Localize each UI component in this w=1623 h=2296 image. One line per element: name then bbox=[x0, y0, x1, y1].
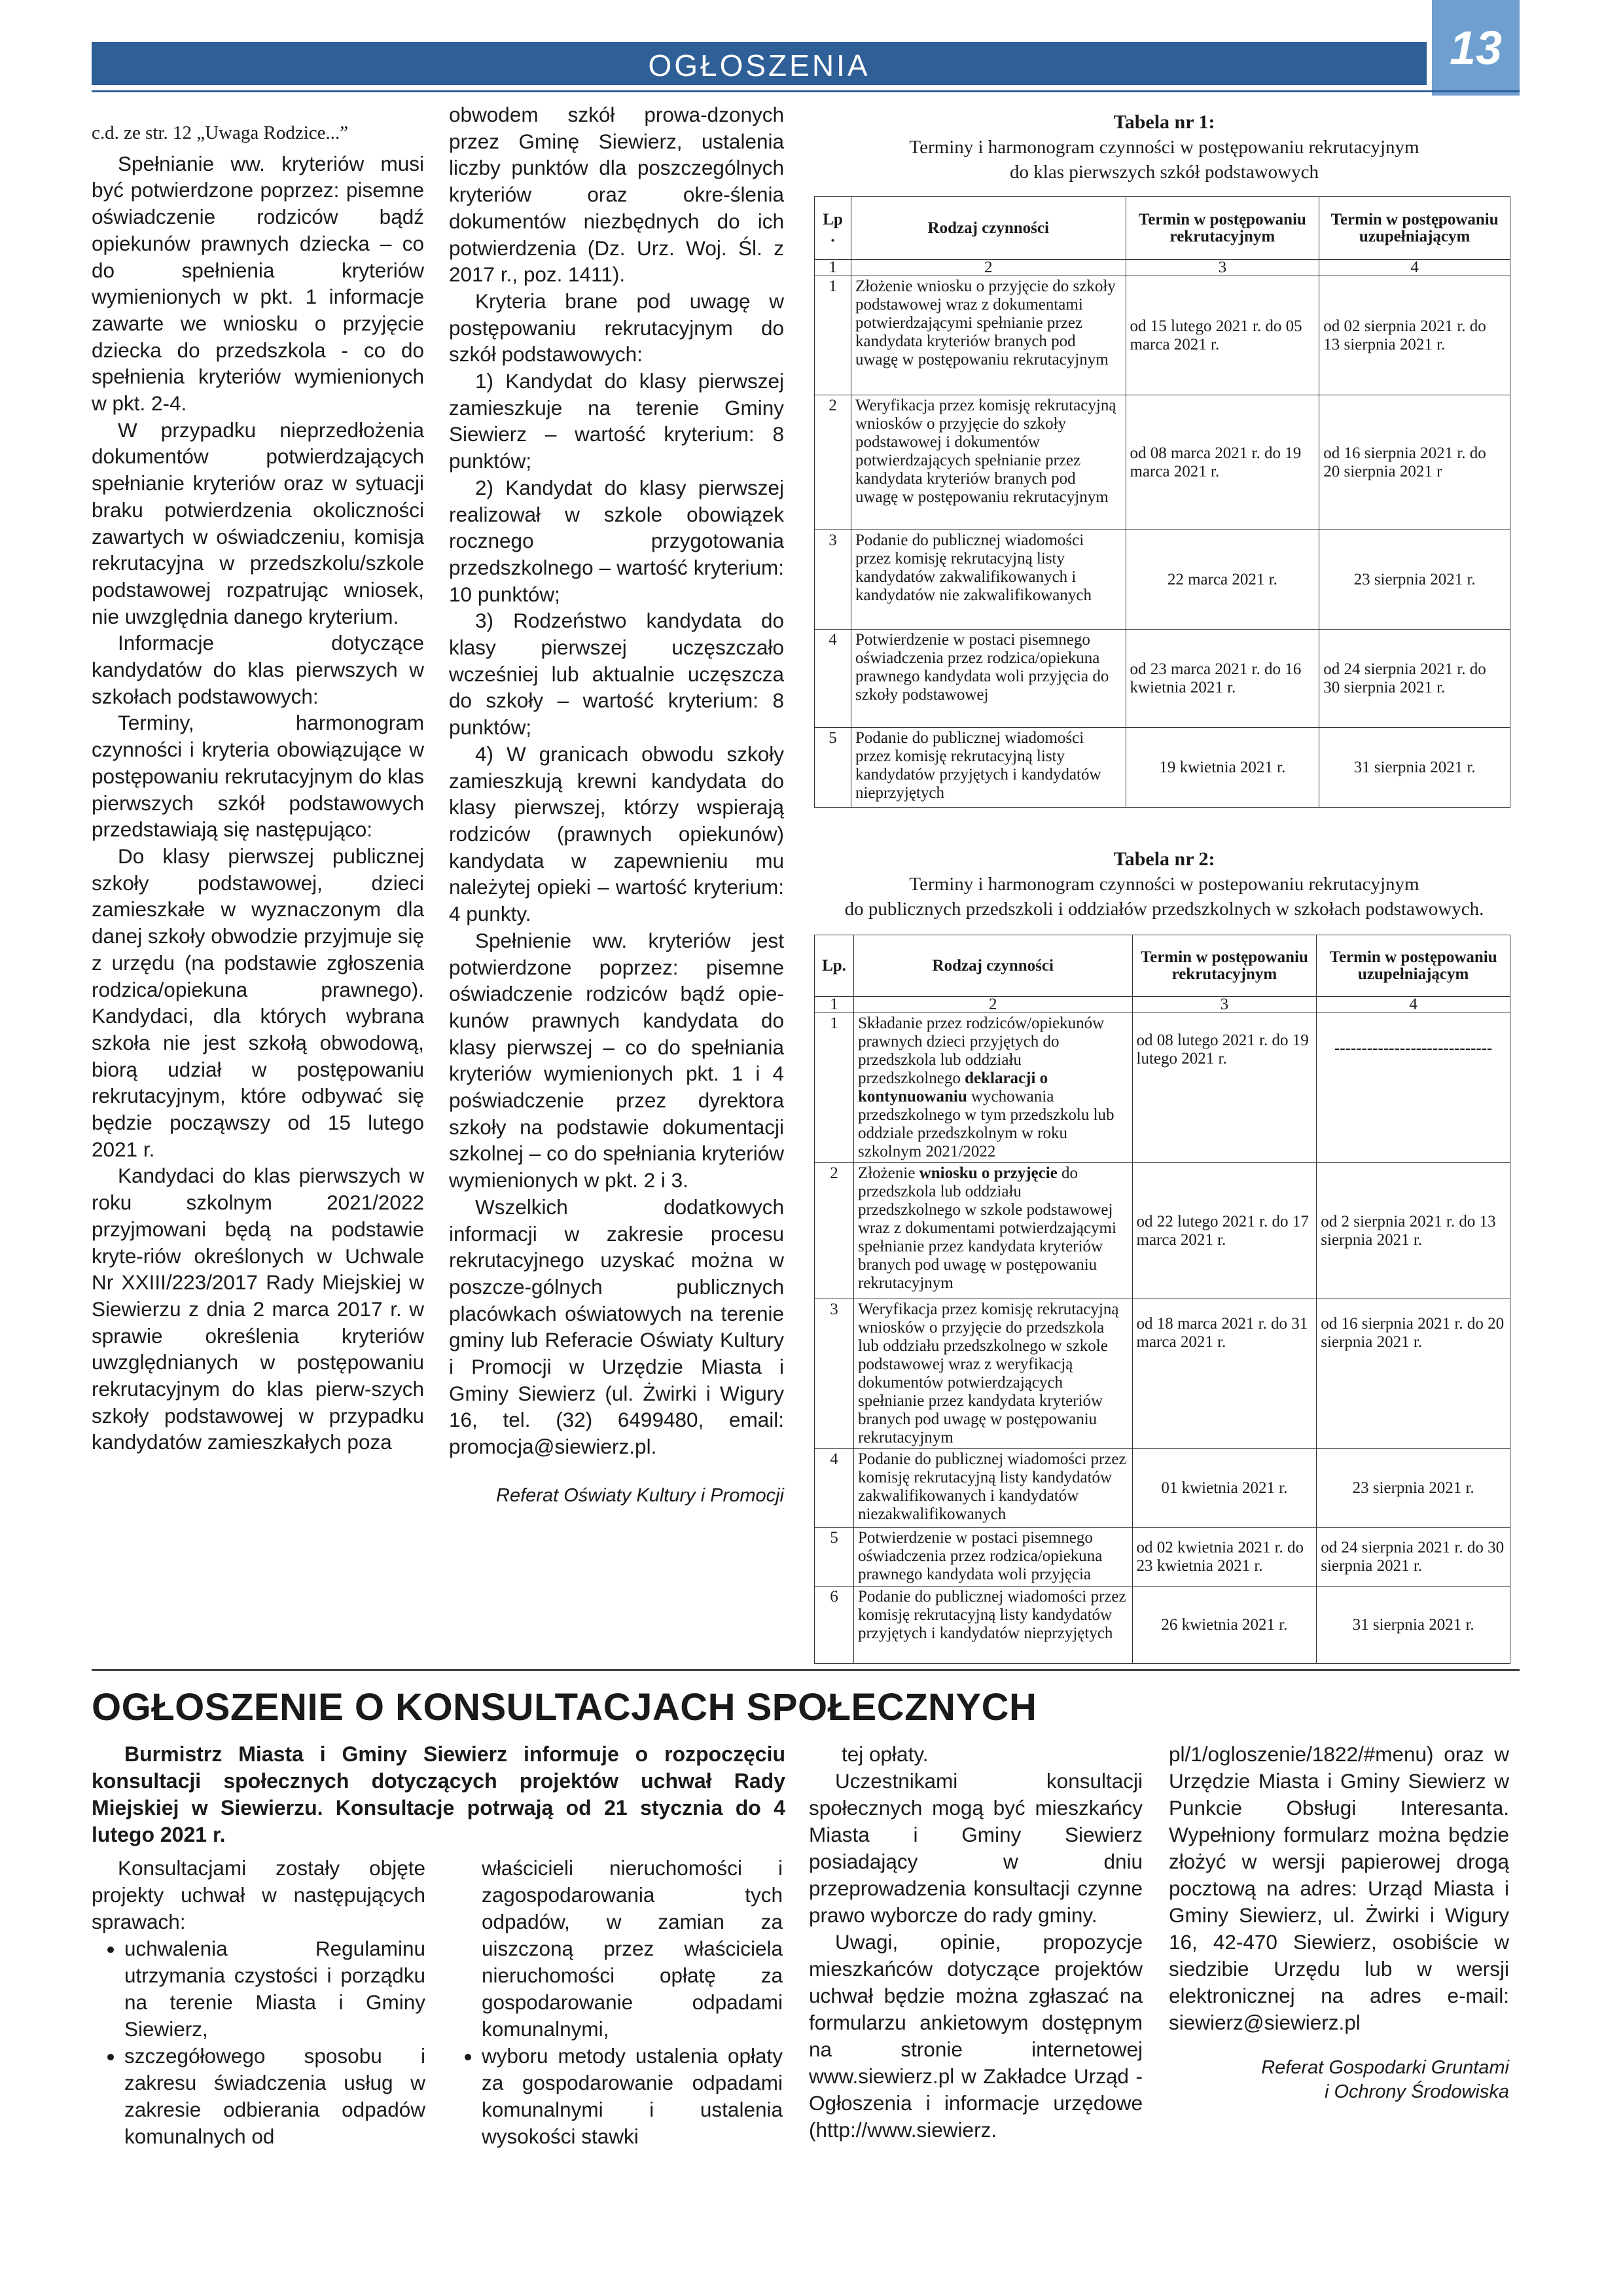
table1 bbox=[814, 196, 1510, 808]
table1-lp: 4 bbox=[815, 630, 851, 728]
article-column-1 bbox=[92, 120, 424, 1456]
table2 bbox=[814, 935, 1510, 1664]
table2-lp: 1 bbox=[815, 1013, 854, 1163]
table2-term1: od 22 lutego 2021 r. do 17 marca 2021 r. bbox=[1132, 1163, 1317, 1299]
paragraph: tej opłaty. bbox=[842, 1742, 929, 1766]
consultation-column-4 bbox=[1169, 1741, 1509, 2104]
table1-caption-line2: do klas pierwszych szkół podstawowych bbox=[1010, 162, 1319, 183]
consultation-title: OGŁOSZENIE O KONSULTACJACH SPOŁECZNYCH bbox=[92, 1686, 1037, 1729]
table1-lp: 2 bbox=[815, 395, 851, 530]
table1-activity: Podanie do publicznej wiadomości przez komisję rekrutacyjną listy kandydatów zakwalifikowanych i kandydatów nie zakwalifikowanych bbox=[851, 530, 1126, 630]
table1-activity: Złożenie wniosku o przyjęcie do szkoły podstawowej wraz z dokumentami potwierdzającymi spełnianie przez kandydata kryteriów branych pod uwagę w postępowaniu rekrutacyjnym bbox=[851, 276, 1126, 395]
table1-colnum: 4 bbox=[1319, 260, 1510, 276]
table-row bbox=[815, 1528, 1510, 1587]
table2-header-activity: Rodzaj czynności bbox=[853, 935, 1132, 997]
table2-lp: 3 bbox=[815, 1299, 854, 1449]
page-number: 13 bbox=[1449, 22, 1503, 75]
bullet-list bbox=[92, 1935, 425, 2150]
table2-colnum: 3 bbox=[1132, 997, 1317, 1013]
table2-colnum: 2 bbox=[853, 997, 1132, 1013]
table2-activity bbox=[853, 1163, 1132, 1299]
table-row bbox=[815, 530, 1510, 630]
table1-term1: od 23 marca 2021 r. do 16 kwietnia 2021 r. bbox=[1126, 630, 1319, 728]
signature-line: Referat Gospodarki Gruntami bbox=[1261, 2057, 1509, 2078]
table2-lp: 6 bbox=[815, 1587, 854, 1664]
table1-header-term1: Termin w postępowaniu rekrutacyjnym bbox=[1126, 197, 1319, 260]
table1-activity: Podanie do publicznej wiadomości przez komisję rekrutacyjną listy kandydatów przyjętych i kandydatów nieprzyjętych bbox=[851, 728, 1126, 808]
table1-lp: 5 bbox=[815, 728, 851, 808]
paragraph: 1) Kandydat do klasy pierwszej zamieszkuje na terenie Gminy Siewierz – wartość kryterium: 8 punktów; bbox=[449, 369, 784, 473]
activity-text: do przedszkola lub oddziału przedszkolnego w szkole podstawowej wraz z dokumentami potwierdzającymi spełnianie przez kandydata kryteriów branych pod uwagę w postępowaniu rekrutacyjnym bbox=[857, 1164, 1116, 1292]
section-title: OGŁOSZENIA bbox=[648, 48, 870, 82]
table1-caption bbox=[809, 110, 1520, 185]
table1-term1: od 08 marca 2021 r. do 19 marca 2021 r. bbox=[1126, 395, 1319, 530]
table2-header-term2: Termin w postępowaniu uzupełniającym bbox=[1317, 935, 1510, 997]
table2-activity bbox=[853, 1449, 1132, 1528]
paragraph: obwodem szkół prowa-dzonych przez Gminę Siewierz, ustalenia liczby punktów dla poszczególnych kryteriów oraz okre-ślenia dokumentów niezbędnych do ich potwierdzenia (Dz. Urz. Woj. Śl. z 2017 r., poz. 1411). bbox=[449, 103, 784, 287]
paragraph: 4) W granicach obwodu szkoły zamieszkują krewni kandydata do klasy pierwszej, którzy wspierają rodziców (prawnych opiekunów) kandydata w zapewnieniu mu należytej opieki – wartość kryterium: 4 punkty. bbox=[449, 742, 784, 926]
table1-term2: 31 sierpnia 2021 r. bbox=[1319, 728, 1510, 808]
article-signature: Referat Oświaty Kultury i Promocji bbox=[496, 1484, 784, 1506]
table1-term1: 22 marca 2021 r. bbox=[1126, 530, 1319, 630]
table1-caption-line1: Terminy i harmonogram czynności w postępowaniu rekrutacyjnym bbox=[909, 137, 1419, 158]
paragraph: Konsultacjami zostały objęte projekty uchwał w następujących sprawach: bbox=[92, 1856, 425, 1933]
activity-text: Złożenie bbox=[857, 1164, 919, 1182]
paragraph: Wszelkich dodatkowych informacji w zakresie procesu rekrutacyjnego uzyskać można w poszcze-gólnych publicznych placówkach oświatowych na terenie gminy lub Referacie Oświaty Kultury i Promocji w Urzędzie Miasta i Gminy Siewierz (ul. Żwirki i Wigury 16, tel. (32) 6499480, email: promocja@siewierz.pl. bbox=[449, 1194, 784, 1459]
table2-term2: od 16 sierpnia 2021 r. do 20 sierpnia 2021 r. bbox=[1317, 1299, 1510, 1449]
paragraph: Spełnianie ww. kryteriów musi być potwierdzone poprzez: pisemne oświadczenie rodziców bądź opiekunów prawnych dziecka – co do spełnienia kryteriów wymienionych w pkt. 1 informacje zawarte we wniosku o przyjęcie dziecka do przedszkola - co do spełnienia kryteriów wymienionych w pkt. 2-4. bbox=[92, 151, 424, 416]
activity-text: wychowania przedszkolnego w tym przedszkolu lub oddziale przedszkolnym w roku szkolnym 2021/2022 bbox=[857, 1088, 1115, 1160]
paragraph: W przypadku nieprzedłożenia dokumentów potwierdzających spełnianie kryteriów oraz w sytuacji braku potwierdzenia okoliczności zawartych w oświadczeniu, komisja rekrutacyjna w przedszkolu/szkole podstawowej rozpatrując wniosek, nie uwzględnia danego kryterium. bbox=[92, 418, 424, 628]
consultation-lead bbox=[92, 1741, 785, 1848]
header-rule bbox=[92, 90, 1520, 92]
table2-term1: od 08 lutego 2021 r. do 19 lutego 2021 r. bbox=[1132, 1013, 1317, 1163]
paragraph: Spełnienie ww. kryteriów jest potwierdzone poprzez: pisemne oświadczenie rodziców bądź opie-kunów prawnych kandydata do klasy pierwszej – co do spełniania kryteriów wymienionych pkt. 1 i 4 poświadczenie przez dyrektora szkoły na podstawie dokumentacji szkolnej – co do spełniania kryteriów wymienionych w pkt. 2 i 3. bbox=[449, 928, 784, 1193]
table2-term1: od 02 kwietnia 2021 r. do 23 kwietnia 2021 r. bbox=[1132, 1528, 1317, 1587]
table2-caption-line2: do publicznych przedszkoli i oddziałów przedszkolnych w szkołach podstawowych. bbox=[844, 899, 1484, 920]
table-row bbox=[815, 728, 1510, 808]
continued-note: c.d. ze str. 12 „Uwaga Rodzice...” bbox=[92, 122, 349, 143]
table2-header-term1: Termin w postępowaniu rekrutacyjnym bbox=[1132, 935, 1317, 997]
paragraph: Terminy, harmonogram czynności i kryteria obowiązujące w postępowaniu rekrutacyjnym do klas pierwszych szkół podstawowych przedstawiają się następująco: bbox=[92, 711, 424, 842]
table2-activity bbox=[853, 1528, 1132, 1587]
activity-text: Podanie do publicznej wiadomości przez komisję rekrutacyjną listy kandydatów zakwalifikowanych i kandydatów niezakwalifikowanych bbox=[857, 1450, 1126, 1523]
article-column-2 bbox=[449, 101, 784, 1509]
lead-paragraph: Burmistrz Miasta i Gminy Siewierz informuje o rozpoczęciu konsultacji społecznych dotyczących projektów uchwał Rady Miejskiej w Siewierzu. Konsultacje potrwają od 21 stycznia do 4 lutego 2021 r. bbox=[92, 1742, 785, 1846]
consultation-column-2 bbox=[449, 1855, 783, 2150]
paragraph: Do klasy pierwszej publicznej szkoły podstawowej, dzieci zamieszkałe w wyznaczonym dla danej szkoły obwodzie przyjmuje się z urzędu (na podstawie zgłoszenia rodzica/opiekuna prawnego). Kandydaci, dla których wybrana szkoła nie jest szkołą obwodową, biorą udział w postępowaniu rekrutacyjnym, które odbywać się będzie począwszy od 15 lutego 2021 r. bbox=[92, 844, 424, 1161]
table1-term2: 23 sierpnia 2021 r. bbox=[1319, 530, 1510, 630]
activity-text: Składanie przez rodziców/opiekunów prawnych dzieci przyjętych do przedszkola lub oddziału przedszkolnego bbox=[857, 1014, 1105, 1087]
table-row bbox=[815, 1587, 1510, 1664]
bullet-list bbox=[449, 2043, 783, 2150]
consultation-column-1 bbox=[92, 1855, 425, 2150]
table2-term2: ----------------------------- bbox=[1317, 1013, 1510, 1163]
table1-lp: 3 bbox=[815, 530, 851, 630]
table2-caption bbox=[809, 847, 1520, 922]
table2-colnum: 1 bbox=[815, 997, 854, 1013]
signature-line: i Ochrony Środowiska bbox=[1324, 2081, 1509, 2102]
table1-term1: od 15 lutego 2021 r. do 05 marca 2021 r. bbox=[1126, 276, 1319, 395]
table2-term2: 23 sierpnia 2021 r. bbox=[1317, 1449, 1510, 1528]
table2-activity bbox=[853, 1587, 1132, 1664]
table1-header-term2: Termin w postępowaniu uzupełniającym bbox=[1319, 197, 1510, 260]
table1-activity: Weryfikacja przez komisję rekrutacyjną wniosków o przyjęcie do szkoły podstawowej i dokumentów potwierdzających spełnianie przez kandydata kryteriów branych pod uwagę w postępowaniu rekrutacyjnym bbox=[851, 395, 1126, 530]
paragraph: Informacje dotyczące kandydatów do klas pierwszych w szkołach podstawowych: bbox=[92, 631, 424, 708]
table1-header-lp: Lp . bbox=[815, 197, 851, 260]
table1-term2: od 16 sierpnia 2021 r. do 20 sierpnia 2021 r bbox=[1319, 395, 1510, 530]
table-row bbox=[815, 1013, 1510, 1163]
table2-term1: od 18 marca 2021 r. do 31 marca 2021 r. bbox=[1132, 1299, 1317, 1449]
list-item: • wyboru metody ustalenia opłaty za gospodarowanie odpadami komunalnymi i ustalenia wysokości stawki bbox=[482, 2043, 783, 2150]
activity-emphasis: wniosku o przyjęcie bbox=[919, 1164, 1058, 1182]
table-row bbox=[815, 630, 1510, 728]
list-item: • uchwalenia Regulaminu utrzymania czystości i porządku na terenie Miasta i Gminy Siewierz, bbox=[124, 1935, 425, 2043]
table1-colnum: 3 bbox=[1126, 260, 1319, 276]
table1-lp: 1 bbox=[815, 276, 851, 395]
table2-lp: 4 bbox=[815, 1449, 854, 1528]
paragraph: właścicieli nieruchomości i zagospodarowania tych odpadów, w zamian za uiszczoną przez właściciela nieruchomości opłatę za gospodarowanie odpadami komunalnymi, bbox=[482, 1856, 783, 2041]
table2-lp: 2 bbox=[815, 1163, 854, 1299]
table2-colnum: 4 bbox=[1317, 997, 1510, 1013]
table1-activity: Potwierdzenie w postaci pisemnego oświadczenia przez rodzica/opiekuna prawnego kandydata woli przyjęcia do szkoły podstawowej bbox=[851, 630, 1126, 728]
activity-text: Podanie do publicznej wiadomości przez komisję rekrutacyjną listy kandydatów przyjętych i kandydatów nieprzyjętych bbox=[857, 1588, 1126, 1642]
consultation-signature bbox=[1169, 2056, 1509, 2104]
table1-term2: od 24 sierpnia 2021 r. do 30 sierpnia 2021 r. bbox=[1319, 630, 1510, 728]
paragraph: Uwagi, opinie, propozycje mieszkańców dotyczące projektów uchwał będzie można zgłaszać na formularzu ankietowym dostępnym na stronie internetowej www.siewierz.pl w Zakładce Urząd - Ogłoszenia i informacje urzędowe (http://www.siewierz. bbox=[809, 1930, 1143, 2142]
table-row bbox=[815, 395, 1510, 530]
table2-activity bbox=[853, 1299, 1132, 1449]
paragraph: Kryteria brane pod uwagę w postępowaniu rekrutacyjnym do szkół podstawowych: bbox=[449, 289, 784, 367]
table2-label: Tabela nr 2: bbox=[1113, 848, 1215, 870]
table2-term1: 01 kwietnia 2021 r. bbox=[1132, 1449, 1317, 1528]
table2-term2: od 2 sierpnia 2021 r. do 13 sierpnia 2021 r. bbox=[1317, 1163, 1510, 1299]
table1-term2: od 02 sierpnia 2021 r. do 13 sierpnia 2021 r. bbox=[1319, 276, 1510, 395]
table2-term2: 31 sierpnia 2021 r. bbox=[1317, 1587, 1510, 1664]
table2-lp: 5 bbox=[815, 1528, 854, 1587]
activity-emphasis: deklaracji o kontynuowaniu bbox=[857, 1069, 1048, 1105]
activity-text: Weryfikacja przez komisję rekrutacyjną wniosków o przyjęcie do przedszkola lub oddziału przedszkolnego w szkole podstawowej wraz z weryfikacją dokumentów potwierdzających spełnianie przez kandydata kryteriów branych pod uwagę w postępowaniu rekrutacyjnym bbox=[857, 1300, 1119, 1446]
table2-term1: 26 kwietnia 2021 r. bbox=[1132, 1587, 1317, 1664]
table2-header-lp: Lp. bbox=[815, 935, 854, 997]
activity-text: Potwierdzenie w postaci pisemnego oświadczenia przez rodzica/opiekuna prawnego kandydata woli przyjęcia bbox=[857, 1529, 1103, 1583]
table-row bbox=[815, 1299, 1510, 1449]
table1-colnum: 1 bbox=[815, 260, 851, 276]
table-row bbox=[815, 276, 1510, 395]
table-row bbox=[815, 1449, 1510, 1528]
table-row bbox=[815, 1163, 1510, 1299]
table1-term1: 19 kwietnia 2021 r. bbox=[1126, 728, 1319, 808]
consultation-column-3 bbox=[809, 1741, 1143, 2144]
paragraph: Uczestnikami konsultacji społecznych mogą być mieszkańcy Miasta i Gminy Siewierz posiadający w dniu przeprowadzenia konsultacji czynne prawo wyborcze do rady gminy. bbox=[809, 1769, 1143, 1927]
table1-colnum: 2 bbox=[851, 260, 1126, 276]
paragraph: pl/1/ogloszenie/1822/#menu) oraz w Urzędzie Miasta i Gminy Siewierz w Punkcie Obsługi Interesanta. Wypełniony formularz można będzie złożyć w wersji papierowej drogą pocztową na adres: Urząd Miasta i Gminy Siewierz, ul. Żwirki i Wigury 16, 42-470 Siewierz, osobiście w siedzibie Urzędu lub w wersji elektronicznej na adres e-mail: siewierz@siewierz.pl bbox=[1169, 1742, 1509, 2034]
section-divider bbox=[92, 1669, 1520, 1671]
paragraph: 2) Kandydat do klasy pierwszej realizował w szkole obowiązek rocznego przygotowania przedszkolnego – wartość kryterium: 10 punktów; bbox=[449, 475, 784, 606]
table2-activity bbox=[853, 1013, 1132, 1163]
table1-label: Tabela nr 1: bbox=[1113, 111, 1215, 133]
table2-term2: od 24 sierpnia 2021 r. do 30 sierpnia 2021 r. bbox=[1317, 1528, 1510, 1587]
table2-caption-line1: Terminy i harmonogram czynności w postepowaniu rekrutacyjnym bbox=[909, 874, 1419, 895]
table1-header-activity: Rodzaj czynności bbox=[851, 197, 1126, 260]
paragraph: Kandydaci do klas pierwszych w roku szkolnym 2021/2022 przyjmowani będą na podstawie kryte-riów określonych w Uchwale Nr XXIII/223/2017 Rady Miejskiej w Siewierzu z dnia 2 marca 2017 r. w sprawie określenia kryteriów uwzględnianych w postępowaniu rekrutacyjnym do klas pierw-szych szkoły podstawowej w przypadku kandydatów zamieszkałych poza bbox=[92, 1164, 424, 1454]
paragraph: 3) Rodzeństwo kandydata do klasy pierwszej uczęszczało wcześniej lub aktualnie uczęszcza do szkoły – wartość kryterium: 8 punktów; bbox=[449, 609, 784, 740]
list-item: • szczegółowego sposobu i zakresu świadczenia usług w zakresie odbierania odpadów komunalnych od bbox=[124, 2043, 425, 2150]
